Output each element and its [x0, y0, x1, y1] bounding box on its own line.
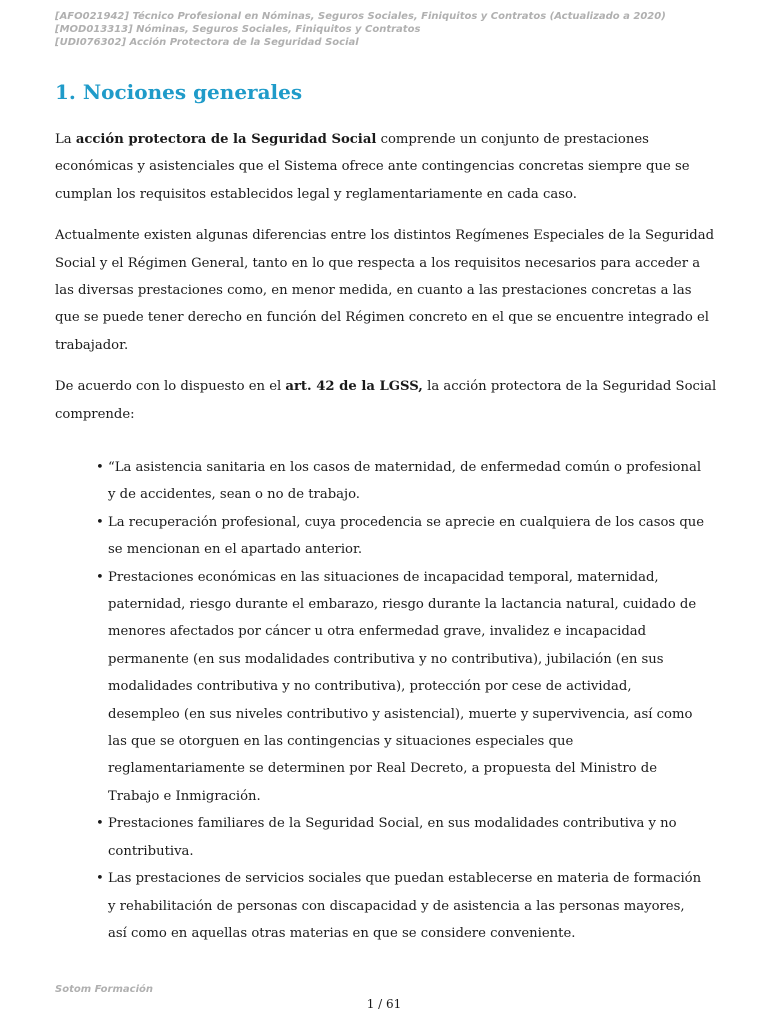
paragraph-intro-bold: acción protectora de la Seguridad Social — [75, 132, 377, 147]
page-number: 1 / 61 — [366, 997, 402, 1011]
paragraph-differences: Actualmente existen algunas diferencias entre los distintos Regímenes Especiales de la Seguridad Social y el Régimen General, tanto en lo que respecta a los requisitos necesarios para acceder a las diversas prestaciones como, en menor medida, en cuanto a las prestaciones concretas a las que se puede tener derecho en función del Régimen concreto en el que se encuentre integrado el trabajador. — [55, 228, 715, 353]
paragraph-lgss-post: la acción protectora de la Seguridad Social comprende: — [55, 379, 717, 422]
header-unit-line: [UDI076302] Acción Protectora de la Seguridad Social — [55, 37, 359, 48]
paragraph-lgss-bold: art. 42 de la LGSS, — [285, 379, 423, 395]
list-item — [55, 810, 705, 865]
paragraph-intro — [55, 126, 717, 208]
bullet-marker: • — [96, 816, 104, 832]
list-item — [55, 454, 705, 509]
footer-brand: Sotom Formación — [55, 984, 153, 995]
paragraph-intro-post: comprende un conjunto de prestaciones económicas y asistenciales que el Sistema ofrece ante contingencias concretas siempre que se cumplan los requisitos establecidos legal y reglamentariamente en cada caso. — [55, 132, 690, 202]
body-text — [55, 126, 717, 442]
list-item — [55, 509, 705, 564]
paragraph-intro-pre: La — [55, 132, 76, 147]
header-module-line: [MOD013313] Nóminas, Seguros Sociales, Finiquitos y Contratos — [55, 24, 421, 35]
bullet-marker: • — [96, 514, 104, 530]
running-header — [55, 10, 735, 49]
section-title: 1. Nociones generales — [55, 80, 303, 104]
bullet-marker: • — [96, 569, 104, 585]
list-item-text: Prestaciones familiares de la Seguridad Social, en sus modalidades contributiva y no contributiva. — [108, 816, 677, 859]
bullet-marker: • — [96, 871, 104, 887]
list-item-text: La recuperación profesional, cuya procedencia se aprecie en cualquiera de los casos que se mencionan en el apartado anterior. — [108, 514, 705, 558]
benefits-list — [55, 454, 705, 947]
bullet-marker: • — [96, 460, 104, 475]
list-item — [55, 564, 705, 811]
paragraph-lgss-pre: De acuerdo con lo dispuesto en el — [55, 379, 286, 395]
list-item-text: “La asistencia sanitaria en los casos de maternidad, de enfermedad común o profesional y de accidentes, sean o no de trabajo. — [108, 460, 702, 503]
list-item — [55, 865, 705, 947]
paragraph-lgss — [55, 373, 717, 428]
list-item-text: Prestaciones económicas en las situaciones de incapacidad temporal, maternidad, paternidad, riesgo durante el embarazo, riesgo durante la lactancia natural, cuidado de menores afectados por cáncer u otra enfermedad grave, invalidez e incapacidad permanente (en sus modalidades contributiva y no contributiva), jubilación (en sus modalidades contributiva y no contributiva), protección por cese de actividad, desempleo (en sus niveles contributivo y asistencial), muerte y supervivencia, así como las que se otorguen en las contingencias y situaciones especiales que reglamentariamente se determinen por Real Decreto, a propuesta del Ministro de Trabajo e Inmigración. — [108, 569, 697, 804]
list-item-text: Las prestaciones de servicios sociales que puedan establecerse en materia de formación y rehabilitación de personas con discapacidad y de asistencia a las personas mayores, así como en aquellas otras materias en que se considere conveniente. — [108, 871, 702, 941]
header-course-line: [AFO021942] Técnico Profesional en Nóminas, Seguros Sociales, Finiquitos y Contratos (Actualizado a 2020) — [55, 11, 666, 22]
